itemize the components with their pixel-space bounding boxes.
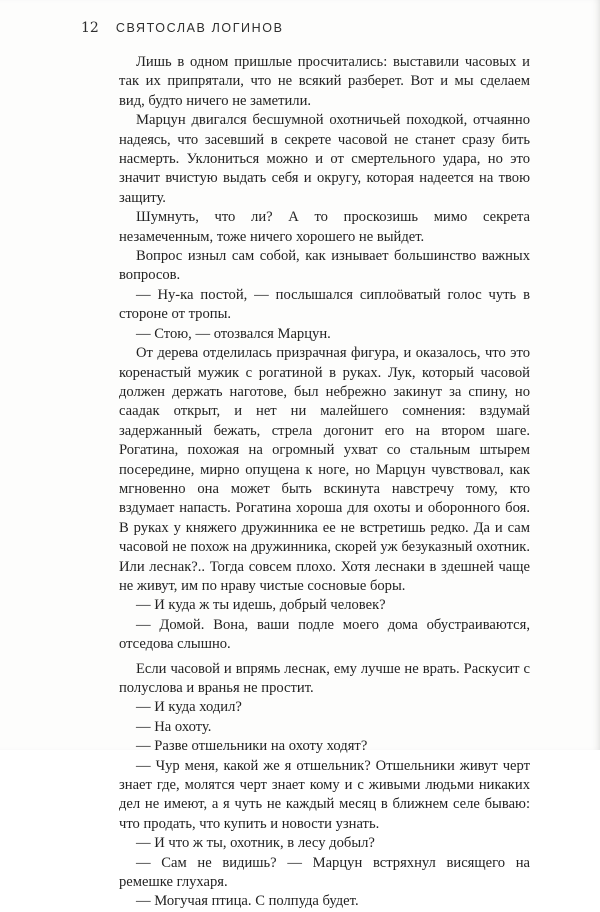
paragraph: — Домой. Вона, ваши подле моего дома обустраиваются, отседова слышно. — [119, 616, 530, 653]
paragraph: — Стою, — отозвался Марцун. — [136, 325, 331, 342]
paragraph: — И куда ходил? — [136, 699, 242, 716]
paragraph: — Чур меня, какой же я отшельник? Отшельники живут черт знает где, молятся черт знает кому и с живыми людьми никаких дел не имеют, а я чуть не каждый месяц в ближнем селе бываю: что продать, что купить и новости узнать. — [119, 757, 530, 832]
paragraph: Шумнуть, что ли? А то проскозишь мимо секрета незамеченным, тоже ничего хорошего не выйдет. — [119, 209, 530, 245]
paragraph: — Сам не видишь? — Марцун встряхнул висящего на ремешке глухаря. — [119, 854, 530, 891]
paragraph: Марцун двигался бесшумной охотничьей походкой, отчаянно надеясь, что засевший в секрете часовой не станет сразу бить насмерть. Уклониться можно и от смертельного удара, но это значит вчистую выдать себя и округу, которая надеется на твою защиту. — [119, 112, 530, 206]
paragraph: Вопрос изныл сам собой, как изнывает большинство важных вопросов. — [119, 248, 530, 284]
paragraph: Лишь в одном пришлые просчитались: выставили часовых и так их припрятали, что не всякий разберет. Вот и мы сделаем вид, будто ничего не заметили. — [119, 54, 530, 109]
page-number: 12 — [81, 20, 99, 36]
author-name: СВЯТОСЛАВ ЛОГИНОВ — [115, 21, 284, 35]
paragraph: — Могучая птица. С полпуда будет. — [136, 893, 359, 910]
paragraph: — И что ж ты, охотник, в лесу добыл? — [136, 835, 375, 852]
paragraph: — Ну-ка постой, — послышался сиплоӧватый голос чуть в стороне от тропы. — [119, 286, 530, 323]
body-text — [119, 53, 530, 912]
paragraph: — На охоту. — [136, 718, 212, 735]
paragraph: — Разве отшельники на охоту ходят? — [136, 738, 368, 755]
running-head — [81, 20, 284, 40]
paragraph: Если часовой и впрямь леснак, ему лучше не врать. Раскусит с полуслова и вранья не простит. — [119, 660, 530, 696]
paragraph: — И куда ж ты идешь, добрый человек? — [136, 597, 386, 614]
paragraph: От дерева отделилась призрачная фигура, и оказалось, что это коренастый мужик с рогатиной в руках. Лук, который часовой должен держать наготове, был небрежно закинут за спину, но саадак открыт, и нет ни малейшего сомнения: вздумай задержанный бежать, стрела догонит его на втором шаге. Рогатина, похожая на огромный ухват со стальным штырем посередине, мирно опущена к ноге, но Марцун чувствовал, как мгновенно она может быть вскинута навстречу тому, кто вздумает напасть. Рогатина хороша для охоты и оборонного боя. В руках у княжего дружинника ее не встретишь редко. Да и сам часовой не похож на дружинника, скорей уж безуказный охотник. Или леснак?.. Тогда совсем плохо. Хотя леснаки в здешней чаще не живут, им по нраву чистые сосновые боры. — [119, 345, 530, 594]
